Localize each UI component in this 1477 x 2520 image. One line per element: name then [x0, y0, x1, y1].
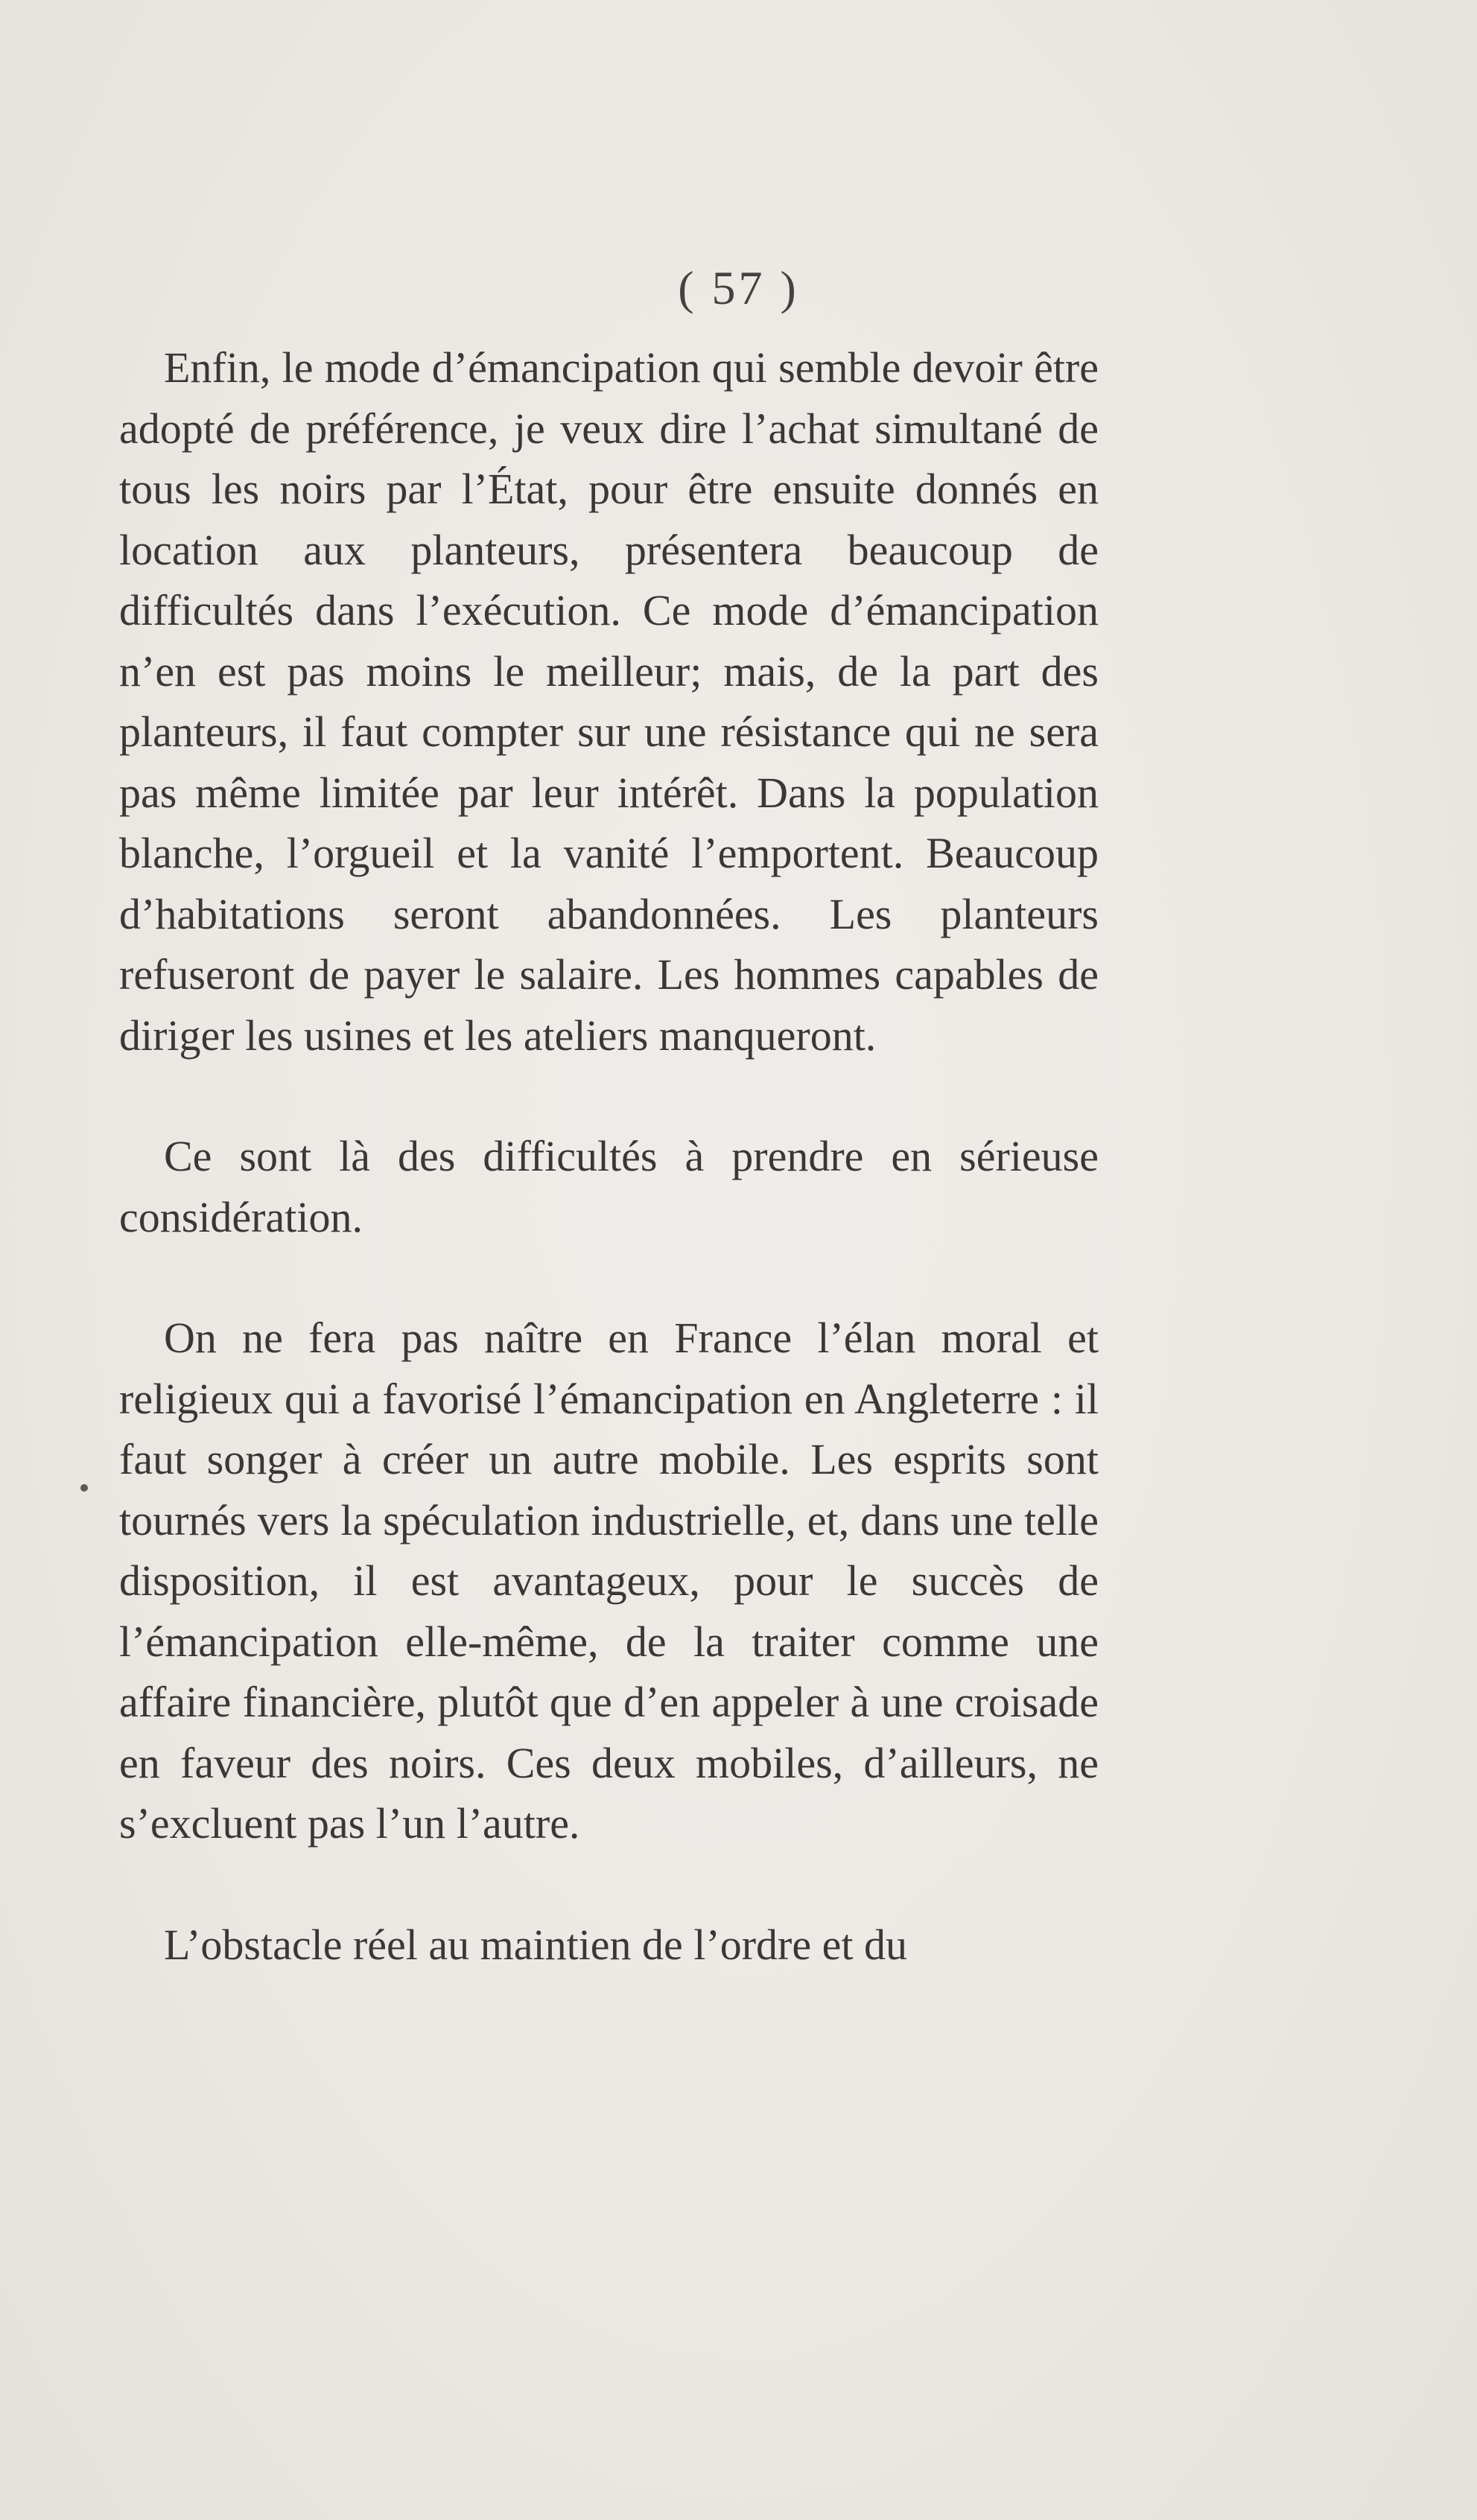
paragraph-2: Ce sont là des difficultés à prendre en sérieuse considération. [119, 1132, 1099, 1241]
body-text [119, 337, 1099, 1975]
paragraph-4: L’obstacle réel au maintien de l’ordre et du [164, 1920, 907, 1969]
page-number: ( 57 ) [678, 261, 799, 314]
paragraph-1: Enfin, le mode d’émancipation qui semble devoir être adopté de préférence, je veux dire l’achat simultané de tous les noirs par l’État, pour être ensuite donnés en location aux planteurs, présentera beaucoup de difficultés dans l’exécution. Ce mode d’émancipation n’en est pas moins le meilleur; mais, de la part des planteurs, il faut compter sur une résistance qui ne sera pas même limitée par leur intérêt. Dans la population blanche, l’orgueil et la vanité l’emportent. Beaucoup d’habitations seront abandonnées. Les planteurs refuseront de payer le salaire. Les hommes capables de diriger les usines et les ateliers manqueront. [119, 343, 1099, 1060]
paragraph-3: On ne fera pas naître en France l’élan moral et religieux qui a favorisé l’émancipation en Angleterre : il faut songer à créer un autre mobile. Les esprits sont tournés vers la spéculation industrielle, et, dans une telle disposition, il est avantageux, pour le succès de l’émancipation elle-même, de la traiter comme une affaire financière, plutôt que d’en appeler à une croisade en faveur des noirs. Ces deux mobiles, d’ailleurs, ne s’excluent pas l’un l’autre. [119, 1314, 1099, 1848]
ink-speck-mark [80, 1484, 88, 1492]
